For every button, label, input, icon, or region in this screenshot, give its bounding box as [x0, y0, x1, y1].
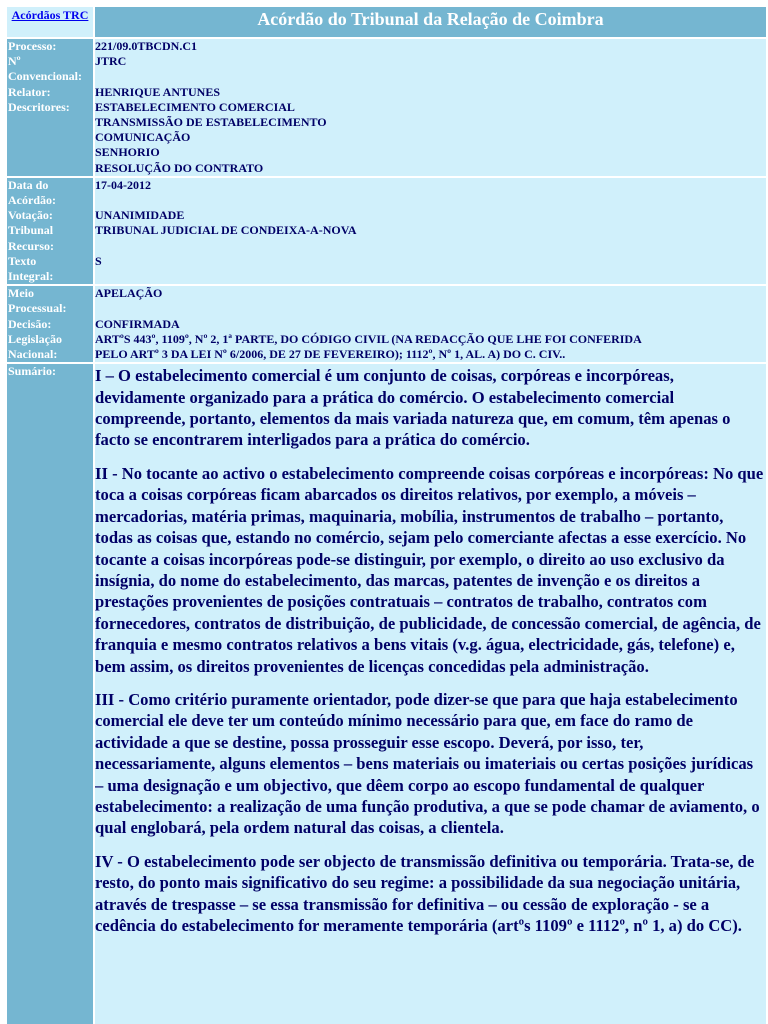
summary-body — [95, 364, 766, 1024]
label-sumario: Sumário: — [7, 364, 93, 1024]
label-numero: Nº — [8, 54, 21, 69]
tribunal-value: TRIBUNAL JUDICIAL DE CONDEIXA-A-NOVA — [95, 223, 357, 238]
descritor-item: COMUNICAÇÃO — [95, 130, 191, 145]
convencional-value: JTRC — [95, 54, 127, 69]
values-column-3 — [95, 286, 766, 362]
processo-value: 221/09.0TBCDN.C1 — [95, 39, 198, 53]
label-meio: Meio — [8, 286, 34, 301]
nav-cell — [7, 7, 93, 37]
acordaos-trc-link[interactable]: Acórdãos TRC — [11, 8, 89, 22]
label-recurso: Recurso: — [8, 238, 54, 253]
values-column-2 — [95, 178, 766, 284]
texto-integral-value: S — [95, 253, 102, 268]
label-legislacao: Legislação — [8, 331, 62, 346]
label-texto: Texto — [8, 253, 37, 268]
labels-column-3 — [7, 286, 93, 362]
metadata-section-3 — [7, 286, 766, 362]
data-value: 17-04-2012 — [95, 177, 151, 192]
label-convencional: Convencional: — [8, 69, 83, 84]
legislacao-value-line-1: ARTºS 443º, 1109º, Nº 2, 1ª PARTE, DO CÓDIGO CIVIL (NA REDACÇÃO QUE LHE FOI CONFERIDA — [95, 331, 642, 346]
metadata-section-2 — [7, 178, 766, 284]
legislacao-value-line-2: PELO ARTº 3 DA LEI Nº 6/2006, DE 27 DE FEVEREIRO); 1112º, Nº 1, AL. A) DO C. CIV.. — [95, 347, 566, 362]
labels-column-2 — [7, 178, 93, 284]
label-acordao: Acórdão: — [8, 193, 56, 208]
descritor-item: SENHORIO — [95, 145, 160, 160]
meio-value: APELAÇÃO — [95, 286, 163, 301]
summary-paragraph: IV - O estabelecimento pode ser objecto de transmissão definitiva ou temporária. Trata-se, de resto, do ponto mais significativo do seu regime: a possibilidade da sua negociação unitária, através de trespasse – se essa transmissão for definitiva – ou cessão de exploração - se a cedência do estabelecimento for meramente temporária (artºs 1109º e 1112º, nº 1, a) do CC). — [95, 851, 755, 935]
page-title: Acórdão do Tribunal da Relação de Coimbra — [95, 7, 766, 37]
summary-paragraph: I – O estabelecimento comercial é um conjunto de coisas, corpóreas e incorpóreas, devidamente organizado para a prática do comércio. O estabelecimento comercial compreende, portanto, elementos da mais variada natureza que, em comum, têm apenas o facto se encontrarem interligados para a prática do comércio. — [95, 366, 731, 450]
document-frame — [7, 7, 766, 1024]
label-processual: Processual: — [8, 301, 67, 316]
label-decisao: Decisão: — [8, 316, 52, 331]
metadata-section-1 — [7, 39, 766, 176]
labels-column-1 — [7, 39, 93, 176]
descritor-item: RESOLUÇÃO DO CONTRATO — [95, 160, 264, 175]
label-data: Data do — [8, 177, 49, 192]
label-tribunal: Tribunal — [8, 223, 54, 238]
relator-value: HENRIQUE ANTUNES — [95, 84, 221, 99]
label-relator: Relator: — [8, 84, 51, 99]
header-row — [7, 7, 766, 37]
label-descritores: Descritores: — [8, 99, 70, 114]
values-column-1 — [95, 39, 766, 176]
summary-paragraph: III - Como critério puramente orientador, pode dizer-se que para que haja estabelecimento comercial ele deve ter um conteúdo mínimo necessário para que, em face do ramo de actividade a que se destine, possa prosseguir esse escopo. Deverá, por isso, ter, necessariamente, alguns elementos – bens materiais ou imateriais ou certas posições jurídicas – uma designação e um objectivo, que dêem corpo ao escopo fundamental de qualquer estabelecimento: a realização de uma função produtiva, a que se pode chamar de aviamento, o qual englobará, pela ordem natural das coisas, a clientela. — [95, 689, 760, 838]
summary-paragraph: II - No tocante ao activo o estabelecimento compreende coisas corpóreas e incorpóreas: No que toca a coisas corpóreas ficam abarcados os direitos relativos, por exemplo, a móveis – mercadorias, matéria primas, maquinaria, mobília, instrumentos de trabalho – portanto, todas as coisas que, estando no comércio, sejam pelo comerciante afectas a esse exercício. No tocante a coisas incorpóreas pode-se distinguir, por exemplo, o direito ao uso exclusivo da insígnia, do nome do estabelecimento, das marcas, patentes de invenção e os direitos a prestações provenientes de posições contratuais – contratos de trabalho, contratos com fornecedores, contratos de distribuição, de publicidade, de concessão comercial, de agência, de franquia e mesmo contratos relativos a bens vitais (v.g. água, electricidade, gás, telefone) e, bem assim, os direitos provenientes de licenças concedidas pela administração. — [95, 463, 764, 676]
label-processo: Processo: — [8, 39, 57, 53]
label-integral: Integral: — [8, 269, 54, 284]
label-nacional: Nacional: — [8, 347, 58, 362]
label-votacao: Votação: — [8, 208, 53, 223]
summary-section — [7, 364, 766, 1024]
decisao-value: CONFIRMADA — [95, 316, 180, 331]
votacao-value: UNANIMIDADE — [95, 208, 185, 223]
descritor-item: TRANSMISSÃO DE ESTABELECIMENTO — [95, 115, 327, 129]
descritor-item: ESTABELECIMENTO COMERCIAL — [95, 99, 295, 114]
